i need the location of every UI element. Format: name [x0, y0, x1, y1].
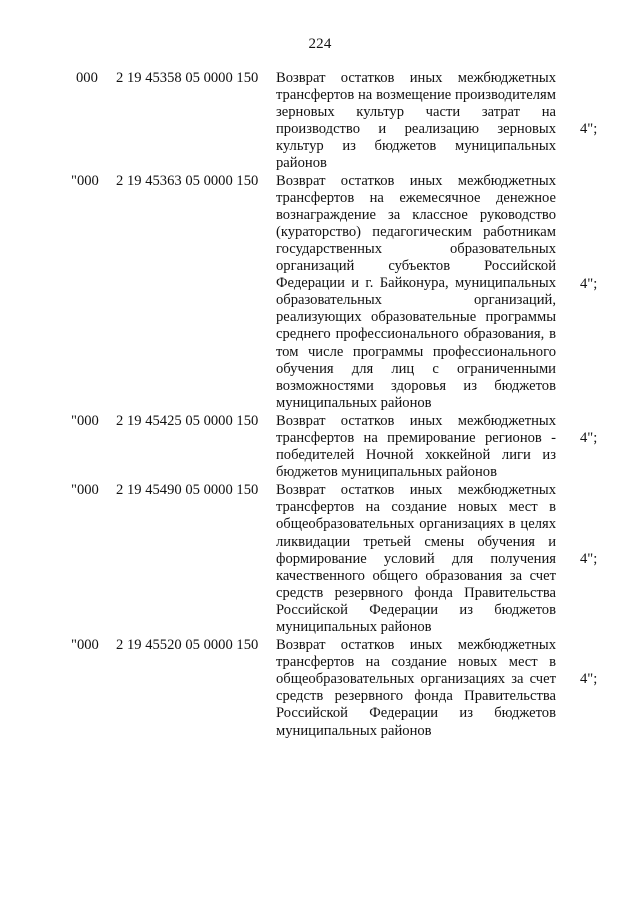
budget-code-entry [0, 413, 640, 481]
page-number: 224 [308, 36, 332, 52]
amount-value: 4"; [580, 429, 598, 446]
amount-value: 4"; [580, 275, 598, 292]
budget-code-entry [0, 70, 640, 173]
budget-classification-code: 2 19 45520 05 0000 150 [116, 637, 259, 654]
amount-value: 4"; [580, 121, 598, 137]
revenue-description: Возврат остатков иных межбюджетных трансфертов на создание новых мест в общеобразовательных организациях за счет средств резервного фонда Правительства Российской Федерации из бюджетов муниципальных районов [276, 637, 556, 739]
amount-value: 4"; [580, 551, 598, 568]
revenue-description: Возврат остатков иных межбюджетных трансфертов на ежемесячное денежное вознаграждение за классное руководство (кураторство) педагогическим работникам государственных образовательных организаций субъектов Российской Федерации и г. Байконура, муниципальных образовательных организаций, реализующих образовательные программы среднего профессионального образования, в том числе программы профессионального обучения для лиц с ограниченными возможностями здоровья из бюджетов муниципальных районов [276, 172, 556, 411]
budget-classification-code: 2 19 45425 05 0000 150 [116, 412, 259, 429]
budget-code-entry [0, 173, 640, 412]
budget-code-entry [0, 482, 640, 636]
administrator-code: "000 [71, 172, 99, 189]
amount-value: 4"; [580, 671, 598, 688]
budget-classification-code: 2 19 45490 05 0000 150 [116, 482, 259, 499]
budget-classification-code: 2 19 45358 05 0000 150 [116, 70, 259, 86]
revenue-description: Возврат остатков иных межбюджетных трансфертов на премирование регионов - победителей Ночной хоккейной лиги из бюджетов муниципальных районов [276, 412, 556, 481]
administrator-code: "000 [71, 637, 99, 654]
budget-code-entry [0, 637, 640, 740]
revenue-description: Возврат остатков иных межбюджетных трансфертов на создание новых мест в общеобразовательных организациях в целях ликвидации третьей смены обучения и формирование условий для получения качественного общего образования за счет средств резервного фонда Правительства Российской Федерации из бюджетов муниципальных районов [276, 482, 556, 635]
budget-classification-code: 2 19 45363 05 0000 150 [116, 172, 259, 189]
budget-code-list [0, 70, 640, 741]
administrator-code: 000 [76, 70, 98, 86]
administrator-code: "000 [71, 412, 99, 429]
revenue-description: Возврат остатков иных межбюджетных трансфертов на возмещение производителям зерновых культур части затрат на производство и реализацию зерновых культур из бюджетов муниципальных районов [276, 70, 556, 172]
administrator-code: "000 [71, 482, 99, 499]
